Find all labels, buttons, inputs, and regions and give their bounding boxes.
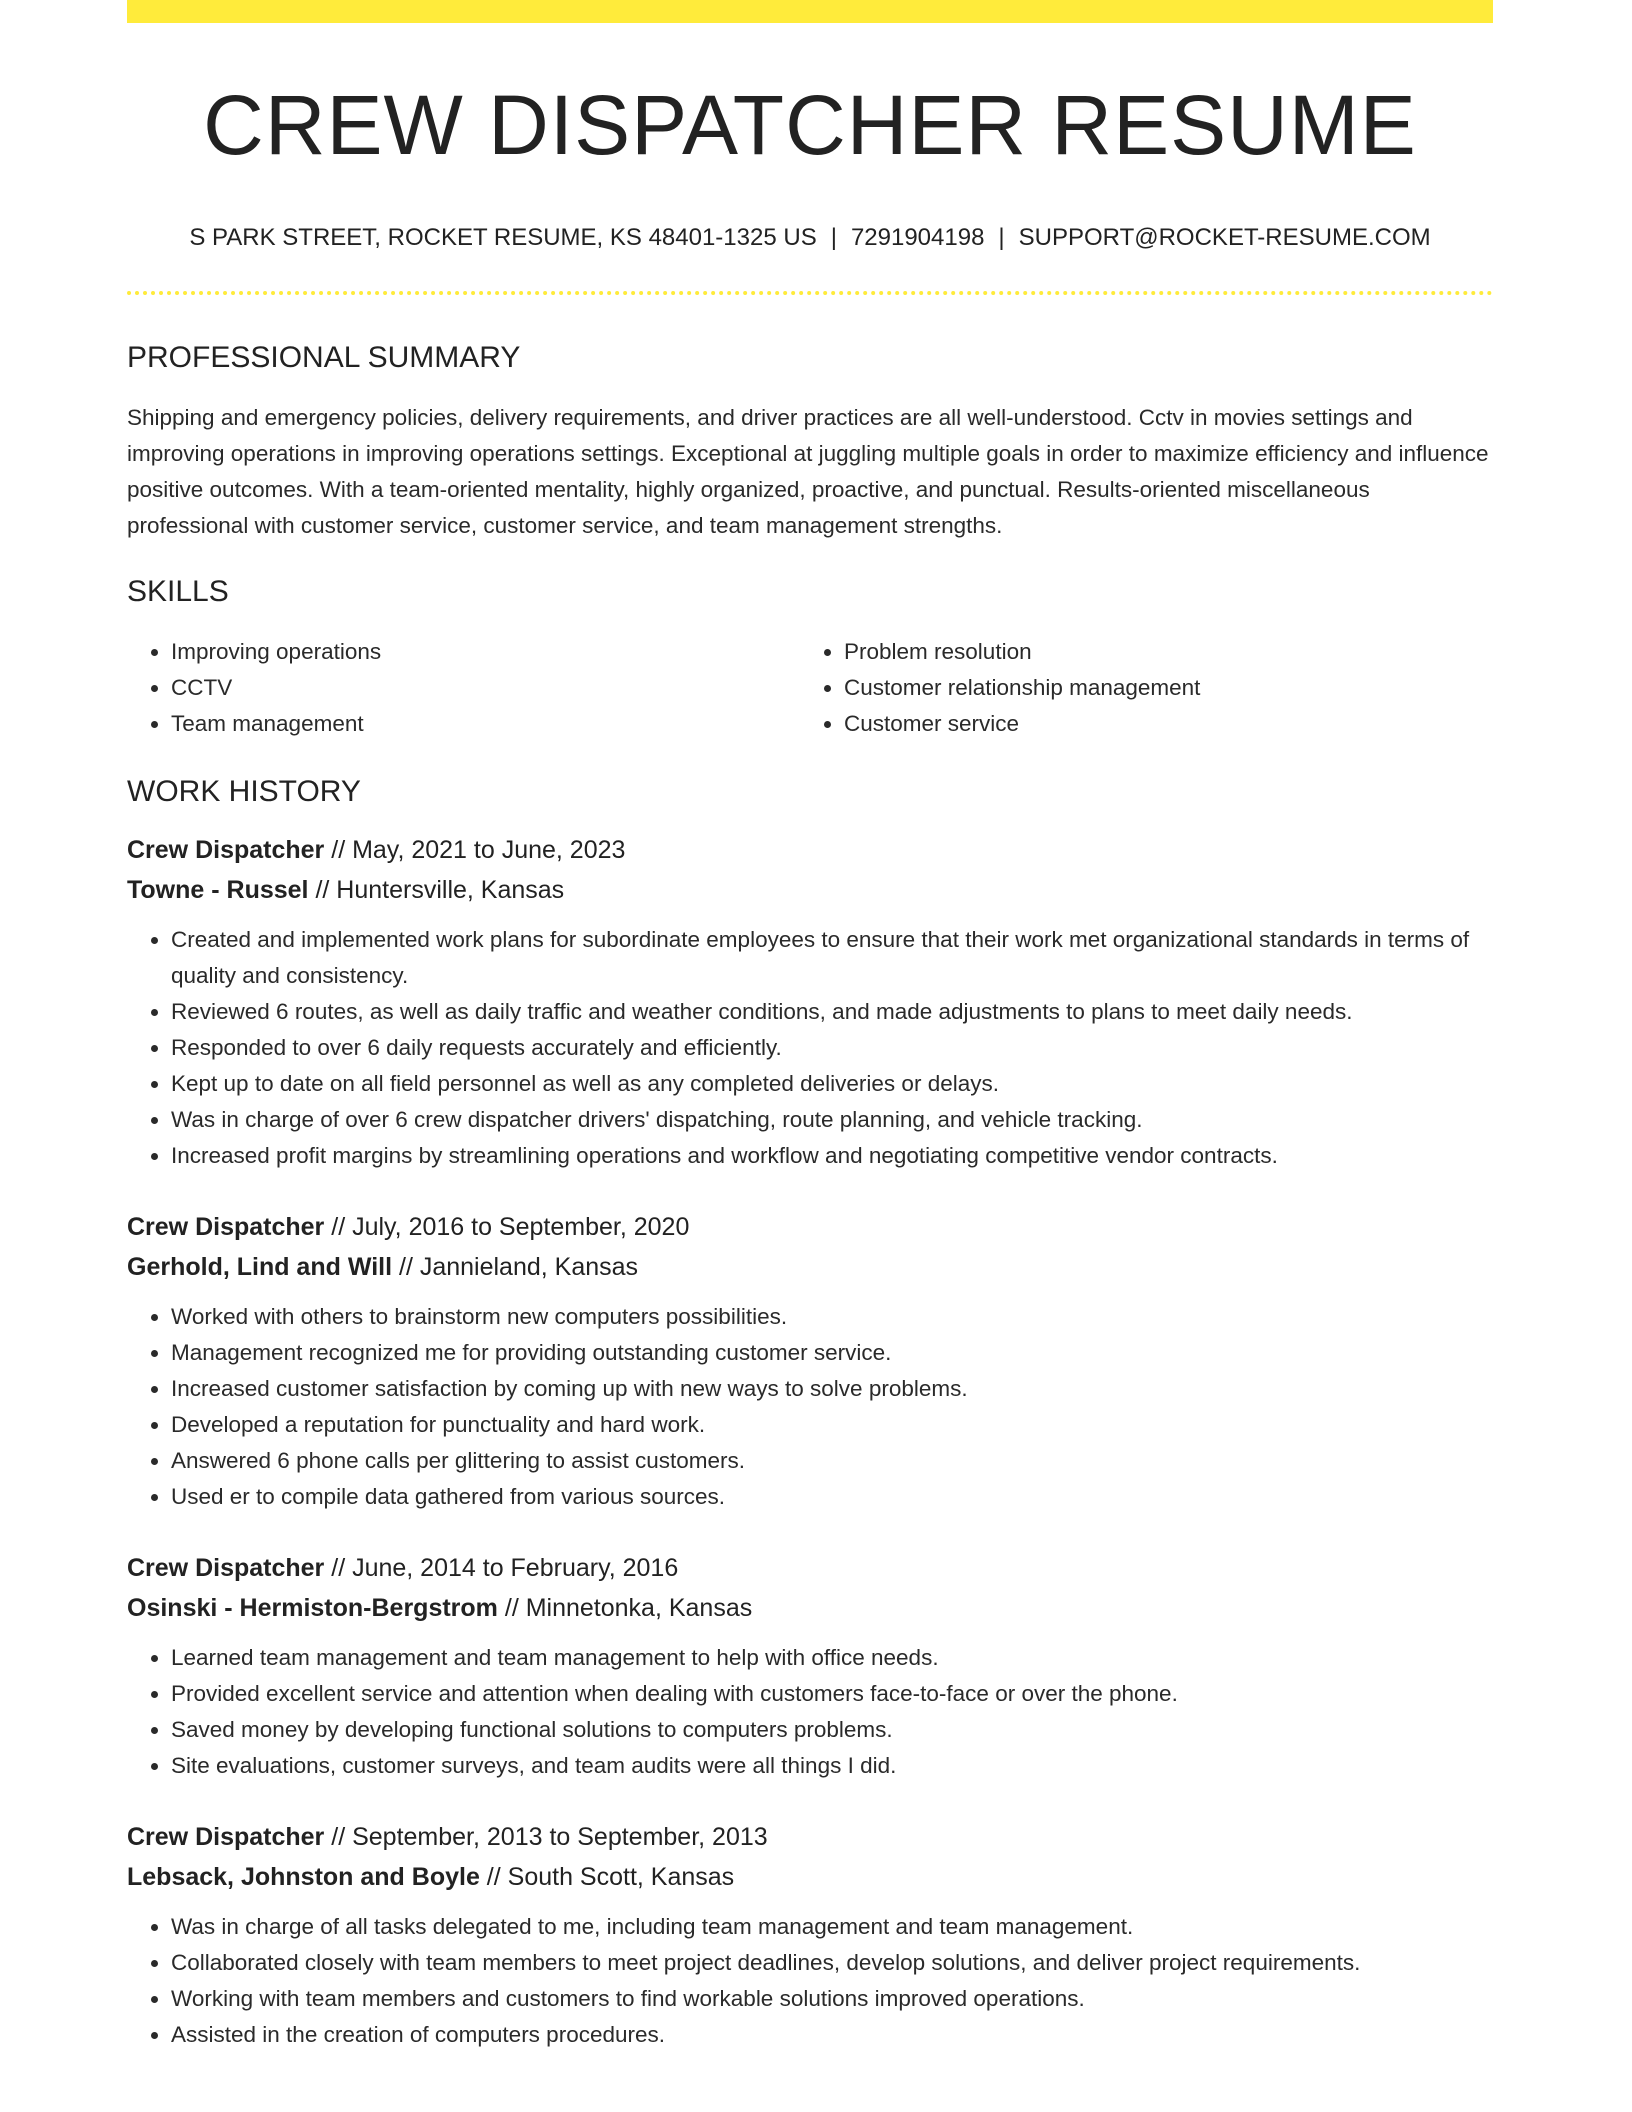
job-bullet: • Used er to compile data gathered from various sources.: [171, 1479, 1493, 1515]
skill-item: • Team management: [171, 706, 800, 742]
job-dates: // September, 2013 to September, 2013: [324, 1822, 768, 1851]
job-company-line: [127, 1588, 1493, 1628]
job-bullet: • Assisted in the creation of computers procedures.: [171, 2017, 1493, 2053]
job-bullet: • Provided excellent service and attention when dealing with customers face-to-face or over the phone.: [171, 1676, 1493, 1712]
job-location: // Minnetonka, Kansas: [497, 1593, 753, 1622]
job-bullet: • Answered 6 phone calls per glittering to assist customers.: [171, 1443, 1493, 1479]
job-title: Crew Dispatcher: [127, 835, 325, 864]
job-company: Towne - Russel: [127, 875, 309, 904]
summary-heading: PROFESSIONAL SUMMARY: [127, 340, 521, 374]
job-bullet: • Worked with others to brainstorm new computers possibilities.: [171, 1299, 1493, 1335]
job-bullet: • Created and implemented work plans for subordinate employees to ensure that their work met organizational standards in terms of quality and consistency.: [171, 922, 1493, 994]
job-title-line: [127, 1548, 1493, 1588]
job-bullet: • Reviewed 6 routes, as well as daily traffic and weather conditions, and made adjustments to plans to meet daily needs.: [171, 994, 1493, 1030]
job-title-line: [127, 830, 1493, 870]
summary-text: Shipping and emergency policies, delivery requirements, and driver practices are all well-understood. Cctv in movies settings and improving operations in improving operations settings. Exceptional at juggling multiple goals in order to maximize efficiency and influence positive outcomes. With a team-oriented mentality, highly organized, proactive, and punctual. Results-oriented miscellaneous professional with customer service, customer service, and team management strengths.: [127, 404, 1489, 538]
contact-separator: |: [998, 224, 1005, 251]
job-company-line: [127, 1247, 1493, 1287]
resume-title: CREW DISPATCHER RESUME: [203, 78, 1417, 172]
job-company-line: [127, 870, 1493, 910]
job-bullet: • Working with team members and customers to find workable solutions improved operations.: [171, 1981, 1493, 2017]
job-bullet: • Learned team management and team management to help with office needs.: [171, 1640, 1493, 1676]
skill-item: • CCTV: [171, 670, 800, 706]
job-bullets: [127, 1640, 1493, 1784]
job-bullet: • Was in charge of all tasks delegated to me, including team management and team management.: [171, 1909, 1493, 1945]
contact-line: [127, 224, 1493, 253]
resume-page: [127, 0, 1493, 2053]
job-title: Crew Dispatcher: [127, 1822, 325, 1851]
job-title: Crew Dispatcher: [127, 1212, 325, 1241]
job-title-line: [127, 1817, 1493, 1857]
job-bullets: [127, 1909, 1493, 2053]
job-bullets: [127, 1299, 1493, 1515]
work-history-heading: WORK HISTORY: [127, 774, 361, 808]
job-bullet: • Management recognized me for providing outstanding customer service.: [171, 1335, 1493, 1371]
job-entry: [127, 830, 1493, 1174]
contact-email: SUPPORT@ROCKET-RESUME.COM: [1018, 224, 1431, 251]
job-company: Lebsack, Johnston and Boyle: [127, 1862, 480, 1891]
job-dates: // May, 2021 to June, 2023: [324, 835, 626, 864]
job-company: Gerhold, Lind and Will: [127, 1252, 393, 1281]
skill-item: • Customer relationship management: [844, 670, 1473, 706]
job-bullet: • Responded to over 6 daily requests accurately and efficiently.: [171, 1030, 1493, 1066]
job-company: Osinski - Hermiston-Bergstrom: [127, 1593, 498, 1622]
job-bullet: • Kept up to date on all field personnel as well as any completed deliveries or delays.: [171, 1066, 1493, 1102]
job-location: // Jannieland, Kansas: [392, 1252, 639, 1281]
job-company-line: [127, 1857, 1493, 1897]
job-dates: // June, 2014 to February, 2016: [324, 1553, 679, 1582]
contact-address: S PARK STREET, ROCKET RESUME, KS 48401-1325 US: [189, 224, 817, 251]
job-bullet: • Saved money by developing functional solutions to computers problems.: [171, 1712, 1493, 1748]
job-bullet: • Collaborated closely with team members to meet project deadlines, develop solutions, and deliver project requirements.: [171, 1945, 1493, 1981]
job-title-line: [127, 1207, 1493, 1247]
job-bullets: [127, 922, 1493, 1174]
skill-item: • Problem resolution: [844, 634, 1473, 670]
job-title: Crew Dispatcher: [127, 1553, 325, 1582]
dotted-divider: [127, 291, 1493, 295]
job-bullet: • Site evaluations, customer surveys, and team audits were all things I did.: [171, 1748, 1493, 1784]
skills-column-left: [127, 634, 800, 742]
skill-item: • Customer service: [844, 706, 1473, 742]
skills-column-right: [800, 634, 1473, 742]
job-entry: [127, 1548, 1493, 1784]
contact-phone: 7291904198: [850, 224, 985, 251]
job-dates: // July, 2016 to September, 2020: [324, 1212, 690, 1241]
top-accent-bar: [127, 0, 1493, 23]
contact-separator: |: [830, 224, 837, 251]
job-bullet: • Was in charge of over 6 crew dispatcher drivers' dispatching, route planning, and vehicle tracking.: [171, 1102, 1493, 1138]
job-bullet: • Increased customer satisfaction by coming up with new ways to solve problems.: [171, 1371, 1493, 1407]
job-location: // South Scott, Kansas: [479, 1862, 735, 1891]
job-location: // Huntersville, Kansas: [308, 875, 565, 904]
job-entry: [127, 1817, 1493, 2053]
skills-heading: SKILLS: [127, 574, 229, 608]
skills-list: [127, 634, 1493, 742]
job-entry: [127, 1207, 1493, 1515]
skill-item: • Improving operations: [171, 634, 800, 670]
job-bullet: • Increased profit margins by streamlining operations and workflow and negotiating competitive vendor contracts.: [171, 1138, 1493, 1174]
job-bullet: • Developed a reputation for punctuality and hard work.: [171, 1407, 1493, 1443]
